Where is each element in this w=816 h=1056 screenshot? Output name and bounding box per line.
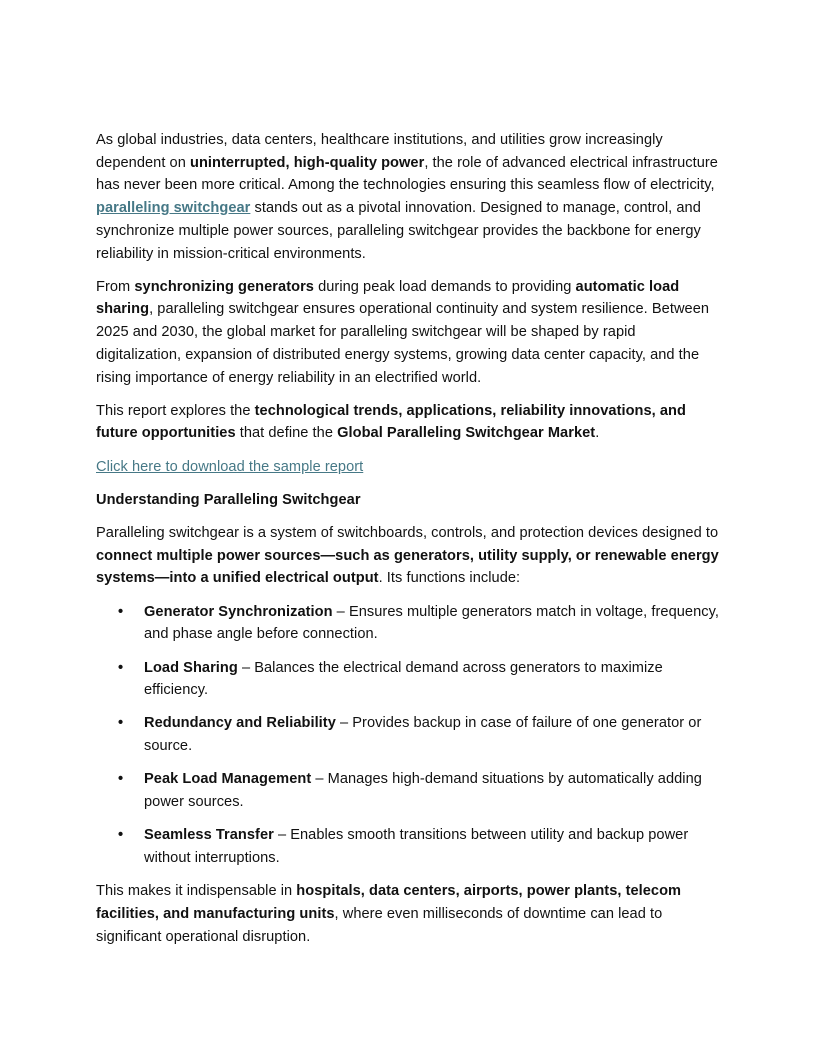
document-body	[96, 129, 720, 959]
list-item: • Load Sharing – Balances the electrical demand across generators to maximize efficiency.	[144, 657, 720, 702]
bold-phrase: Global Paralleling Switchgear Market	[337, 425, 596, 442]
bold-phrase: automatic load sharing	[96, 278, 680, 318]
bold-phrase: hospitals, data centers, airports, power plants, telecom facilities, and manufacturing units	[96, 883, 682, 922]
market-paragraph: From synchronizing generators during peak load demands to providing automatic load sharing, paralleling switchgear ensures operational continuity and system resilience. Between 2025 and 2030, the global market for paralleling switchgear will be shaped by rapid digitalization, expansion of distributed energy systems, growing data center capacity, and the rising importance of energy reliability in an electrified world.	[96, 278, 710, 386]
paralleling-switchgear-link[interactable]: paralleling switchgear	[96, 200, 251, 217]
list-item: • Peak Load Management – Manages high-demand situations by automatically adding power sources.	[144, 768, 720, 813]
bold-phrase: technological trends, applications, reliability innovations, and future opportunities	[96, 402, 686, 442]
report-scope-paragraph: This report explores the technological trends, applications, reliability innovations, and future opportunities that define the Global Paralleling Switchgear Market.	[96, 402, 686, 442]
list-item: • Redundancy and Reliability – Provides backup in case of failure of one generator or source.	[144, 712, 720, 757]
section-heading: Understanding Paralleling Switchgear	[96, 491, 361, 508]
definition-paragraph: Paralleling switchgear is a system of switchboards, controls, and protection devices designed to connect multiple power sources—such as generators, utility supply, or renewable energy systems—into a unified electrical output. Its functions include:	[96, 525, 719, 587]
functions-list	[96, 601, 720, 870]
list-item: • Generator Synchronization – Ensures multiple generators match in voltage, frequency, and phase angle before connection.	[144, 601, 720, 646]
download-sample-report-link[interactable]: Click here to download the sample report	[96, 458, 364, 475]
conclusion-paragraph: This makes it indispensable in hospitals, data centers, airports, power plants, telecom facilities, and manufacturing units, where even milliseconds of downtime can lead to significant operational disruption.	[96, 883, 682, 945]
bold-phrase: uninterrupted, high-quality power	[189, 154, 425, 171]
bold-phrase: synchronizing generators	[134, 278, 314, 295]
bold-phrase: connect multiple power sources—such as generators, utility supply, or renewable energy systems—into a unified electrical output	[96, 547, 719, 587]
list-item: • Seamless Transfer – Enables smooth transitions between utility and backup power without interruptions.	[144, 824, 720, 869]
intro-paragraph: As global industries, data centers, healthcare institutions, and utilities grow increasingly dependent on uninterrupted, high-quality power, the role of advanced electrical infrastructure has never been more critical. Among the technologies ensuring this seamless flow of electricity, paralleling switchgear stands out as a pivotal innovation. Designed to manage, control, and synchronize multiple power sources, paralleling switchgear provides the backbone for energy reliability in mission-critical environments.	[96, 132, 718, 262]
download-paragraph	[96, 456, 720, 479]
